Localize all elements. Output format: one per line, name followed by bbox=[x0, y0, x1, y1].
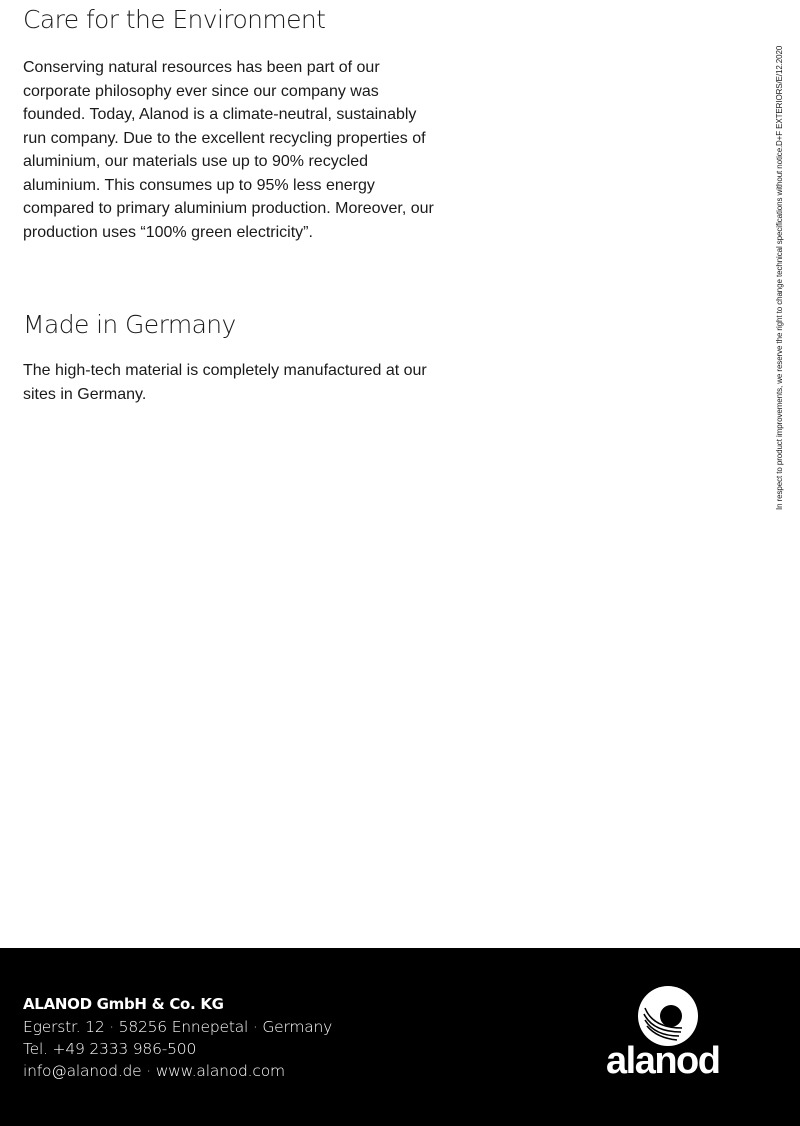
side-notes bbox=[771, 6, 791, 526]
section-heading-environment: Care for the Environment bbox=[23, 5, 326, 34]
section-body-made-in-germany: The high-tech material is completely manufactured at our sites in Germany. bbox=[23, 362, 427, 403]
document-code: D+F EXTERIORS/E/12.2020 bbox=[775, 45, 784, 146]
section-body-environment: Conserving natural resources has been part of our corporate philosophy ever since our company was founded. Today, Alanod is a climate-neutral, sustainably run company. Due to the excellent recycling properties of aluminium, our materials use up to 90% recycled aluminium. This consumes up to 95% less energy compared to primary aluminium production. Moreover, our production uses “100% green electricity”. bbox=[23, 59, 434, 241]
company-name: ALANOD GmbH & Co. KG bbox=[23, 995, 224, 1013]
company-address: Egerstr. 12 · 58256 Ennepetal · Germany bbox=[23, 1018, 333, 1036]
company-contact-links[interactable]: info@alanod.de · www.alanod.com bbox=[23, 1062, 285, 1080]
section-heading-made-in-germany: Made in Germany bbox=[23, 310, 236, 339]
footer bbox=[0, 948, 800, 1126]
company-phone: Tel. +49 2333 986-500 bbox=[23, 1040, 197, 1058]
specification-notice: In respect to product improvements, we reserve the right to change technical specifications without notice. bbox=[775, 146, 784, 511]
alanod-logo-wordmark: alanod bbox=[606, 1040, 720, 1082]
